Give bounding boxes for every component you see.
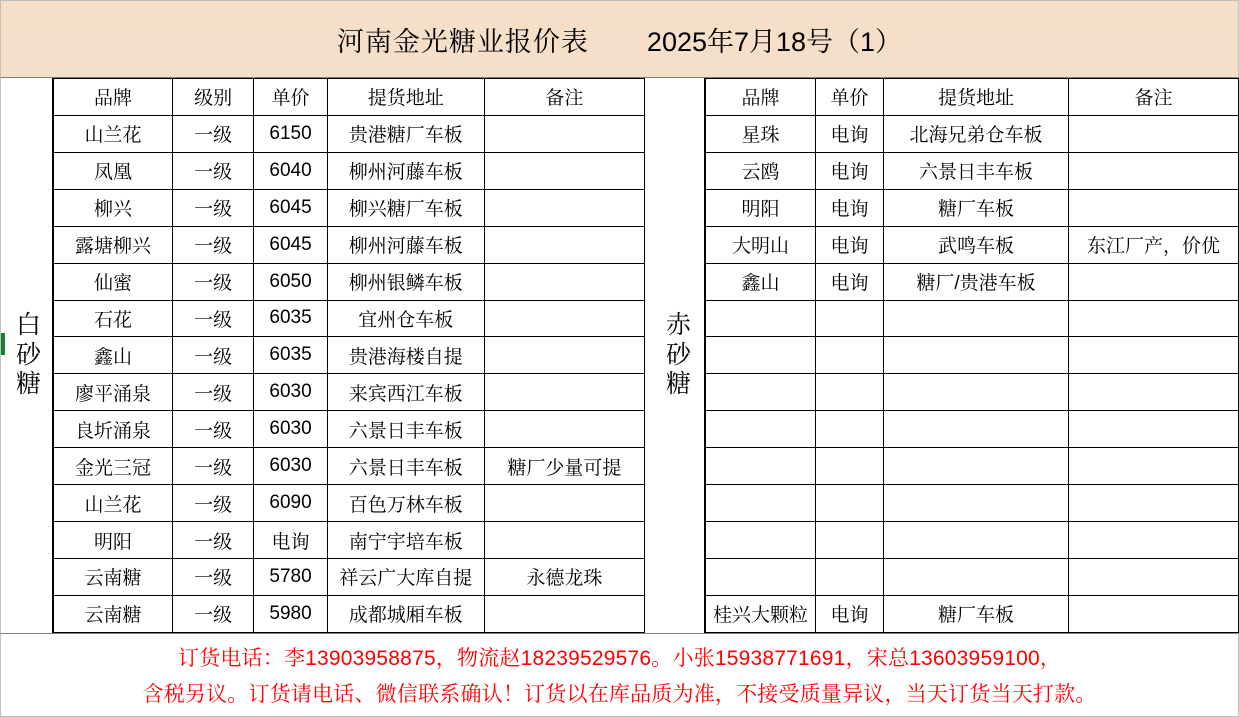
cell-brand: 廖平涌泉	[54, 374, 173, 411]
cell-brand: 露塘柳兴	[54, 226, 173, 263]
cell-address: 贵港糖厂车板	[327, 115, 484, 152]
cell-address	[884, 448, 1069, 485]
table-row	[706, 595, 1239, 632]
cell-grade: 一级	[173, 263, 254, 300]
cell-grade: 一级	[173, 595, 254, 632]
table-row	[54, 558, 645, 595]
table-row	[706, 226, 1239, 263]
footer-line-2: 含税另议。订货请电话、微信联系确认！订货以在库品质为准，不接受质量异议，当天订货当天打款。	[142, 683, 1097, 706]
table-row	[54, 115, 645, 152]
cell-brand: 大明山	[706, 226, 816, 263]
page-title: 河南金光糖业报价表	[336, 26, 589, 57]
cell-brand: 桂兴大颗粒	[706, 595, 816, 632]
cell-note	[484, 152, 644, 189]
cell-brand	[706, 337, 816, 374]
table-row	[706, 374, 1239, 411]
table-row	[54, 189, 645, 226]
cell-price: 电询	[816, 189, 884, 226]
cell-price	[816, 558, 884, 595]
header-address: 提货地址	[884, 79, 1069, 116]
tables-area	[0, 78, 1239, 633]
cell-price: 电询	[816, 115, 884, 152]
cell-note	[1069, 189, 1239, 226]
cell-brand	[706, 411, 816, 448]
cell-brand: 鑫山	[54, 337, 173, 374]
cell-address	[884, 411, 1069, 448]
cell-price: 电询	[816, 595, 884, 632]
cell-price: 6035	[254, 300, 328, 337]
cell-brand: 云南糖	[54, 595, 173, 632]
cell-price: 5780	[254, 558, 328, 595]
cell-note	[484, 263, 644, 300]
cell-grade: 一级	[173, 152, 254, 189]
footer-line-1: 订货电话：李13903958875，物流赵18239529576。小张15938771691，宋总13603959100，	[177, 647, 1062, 670]
category-label-brown-sugar-text: 赤砂糖	[665, 311, 691, 399]
cell-address	[884, 300, 1069, 337]
cell-note	[484, 374, 644, 411]
cell-brand: 金光三冠	[54, 448, 173, 485]
cell-price	[816, 337, 884, 374]
table-row	[54, 485, 645, 522]
cell-address: 贵港海楼自提	[327, 337, 484, 374]
cell-address: 武鸣车板	[884, 226, 1069, 263]
cell-grade: 一级	[173, 226, 254, 263]
cell-price: 6045	[254, 226, 328, 263]
cell-note	[484, 595, 644, 632]
cell-price: 电询	[816, 152, 884, 189]
cell-brand: 星珠	[706, 115, 816, 152]
cell-price: 电询	[816, 263, 884, 300]
header-brand: 品牌	[706, 79, 816, 116]
title-bar	[0, 0, 1239, 78]
cell-address	[884, 522, 1069, 559]
cell-brand: 鑫山	[706, 263, 816, 300]
table-row	[706, 411, 1239, 448]
cell-note	[1069, 300, 1239, 337]
header-price: 单价	[816, 79, 884, 116]
cell-address: 北海兄弟仓车板	[884, 115, 1069, 152]
cell-note: 永德龙珠	[484, 558, 644, 595]
cell-price: 6030	[254, 411, 328, 448]
table-row	[706, 152, 1239, 189]
table-row	[706, 115, 1239, 152]
table-row	[706, 448, 1239, 485]
table-row	[54, 226, 645, 263]
cell-grade: 一级	[173, 189, 254, 226]
table-row	[54, 522, 645, 559]
table-row	[706, 558, 1239, 595]
table-row	[706, 522, 1239, 559]
cell-note	[1069, 115, 1239, 152]
cell-brand	[706, 522, 816, 559]
table-row	[54, 152, 645, 189]
header-grade: 级别	[173, 79, 254, 116]
cell-price	[816, 411, 884, 448]
cell-grade: 一级	[173, 558, 254, 595]
cell-grade: 一级	[173, 485, 254, 522]
cell-note	[1069, 263, 1239, 300]
cell-brand: 石花	[54, 300, 173, 337]
cell-grade: 一级	[173, 411, 254, 448]
panel-white-sugar	[1, 78, 645, 633]
header-price: 单价	[254, 79, 328, 116]
cell-address: 柳州河藤车板	[327, 226, 484, 263]
cell-address: 六景日丰车板	[327, 448, 484, 485]
cell-grade: 一级	[173, 300, 254, 337]
title-date: 2025年7月18号（1）	[646, 26, 903, 57]
cell-note	[484, 300, 644, 337]
cell-note	[484, 522, 644, 559]
cell-address: 糖厂车板	[884, 189, 1069, 226]
table-row	[54, 595, 645, 632]
table-row	[54, 411, 645, 448]
cell-address: 来宾西江车板	[327, 374, 484, 411]
cell-brand: 云南糖	[54, 558, 173, 595]
cell-address: 六景日丰车板	[884, 152, 1069, 189]
cell-price: 6035	[254, 337, 328, 374]
cell-brand: 良圻涌泉	[54, 411, 173, 448]
cell-brand: 山兰花	[54, 485, 173, 522]
cell-note	[484, 189, 644, 226]
brown-sugar-table	[705, 78, 1239, 633]
cell-price: 6040	[254, 152, 328, 189]
cell-address	[884, 374, 1069, 411]
cell-price: 6050	[254, 263, 328, 300]
cell-address: 糖厂/贵港车板	[884, 263, 1069, 300]
cell-grade: 一级	[173, 374, 254, 411]
cell-price: 5980	[254, 595, 328, 632]
cell-price: 电询	[816, 226, 884, 263]
header-address: 提货地址	[327, 79, 484, 116]
header-brand: 品牌	[54, 79, 173, 116]
cell-address	[884, 558, 1069, 595]
cell-brand	[706, 300, 816, 337]
cell-brand: 仙蜜	[54, 263, 173, 300]
cell-address: 百色万林车板	[327, 485, 484, 522]
cell-price: 6030	[254, 374, 328, 411]
table-header-row	[54, 79, 645, 116]
table-row	[54, 374, 645, 411]
footer-contact-block	[0, 633, 1239, 717]
cell-address: 宜州仓车板	[327, 300, 484, 337]
cell-note	[1069, 448, 1239, 485]
cell-grade: 一级	[173, 522, 254, 559]
cell-brand: 柳兴	[54, 189, 173, 226]
cell-address: 南宁宇培车板	[327, 522, 484, 559]
cell-brand: 明阳	[54, 522, 173, 559]
cell-brand: 凤凰	[54, 152, 173, 189]
cell-price	[816, 522, 884, 559]
cell-note	[1069, 485, 1239, 522]
cell-price	[816, 374, 884, 411]
cell-note	[1069, 522, 1239, 559]
cell-price	[816, 485, 884, 522]
cell-price	[816, 300, 884, 337]
table-row	[706, 337, 1239, 374]
cell-price: 6045	[254, 189, 328, 226]
cell-brand	[706, 448, 816, 485]
cell-price: 6150	[254, 115, 328, 152]
cell-address: 柳州河藤车板	[327, 152, 484, 189]
table-row	[54, 263, 645, 300]
table-header-row	[706, 79, 1239, 116]
cell-brand	[706, 374, 816, 411]
table-row	[54, 300, 645, 337]
cell-price: 6090	[254, 485, 328, 522]
cell-brand: 山兰花	[54, 115, 173, 152]
cell-note	[1069, 558, 1239, 595]
cell-note	[484, 337, 644, 374]
cell-grade: 一级	[173, 448, 254, 485]
panel-divider	[645, 78, 653, 633]
panel-brown-sugar	[653, 78, 1238, 633]
cell-note: 东江厂产，价优	[1069, 226, 1239, 263]
cell-address: 成都城厢车板	[327, 595, 484, 632]
table-row	[706, 485, 1239, 522]
cell-address: 糖厂车板	[884, 595, 1069, 632]
category-label-white-sugar-text: 白砂糖	[15, 311, 41, 399]
cell-address	[884, 337, 1069, 374]
table-row	[706, 263, 1239, 300]
table-row	[706, 189, 1239, 226]
cell-grade: 一级	[173, 337, 254, 374]
category-label-brown-sugar	[653, 78, 705, 633]
white-sugar-table	[53, 78, 645, 633]
cell-note	[1069, 411, 1239, 448]
cell-note	[1069, 337, 1239, 374]
cell-note	[484, 226, 644, 263]
cell-price	[816, 448, 884, 485]
cell-price: 电询	[254, 522, 328, 559]
table-row	[54, 337, 645, 374]
header-note: 备注	[1069, 79, 1239, 116]
cell-address: 六景日丰车板	[327, 411, 484, 448]
table-row	[54, 448, 645, 485]
cell-address: 祥云广大库自提	[327, 558, 484, 595]
cell-note	[1069, 374, 1239, 411]
cell-note	[1069, 152, 1239, 189]
cell-note	[484, 485, 644, 522]
cell-address: 柳兴糖厂车板	[327, 189, 484, 226]
cell-address	[884, 485, 1069, 522]
cell-brand: 明阳	[706, 189, 816, 226]
cell-note	[484, 115, 644, 152]
cell-note: 糖厂少量可提	[484, 448, 644, 485]
cell-note	[484, 411, 644, 448]
cell-brand	[706, 485, 816, 522]
header-note: 备注	[484, 79, 644, 116]
cell-note	[1069, 595, 1239, 632]
category-label-white-sugar	[1, 78, 53, 633]
cell-brand: 云鸥	[706, 152, 816, 189]
cell-price: 6030	[254, 448, 328, 485]
cell-brand	[706, 558, 816, 595]
cell-address: 柳州银鳞车板	[327, 263, 484, 300]
cell-grade: 一级	[173, 115, 254, 152]
table-row	[706, 300, 1239, 337]
